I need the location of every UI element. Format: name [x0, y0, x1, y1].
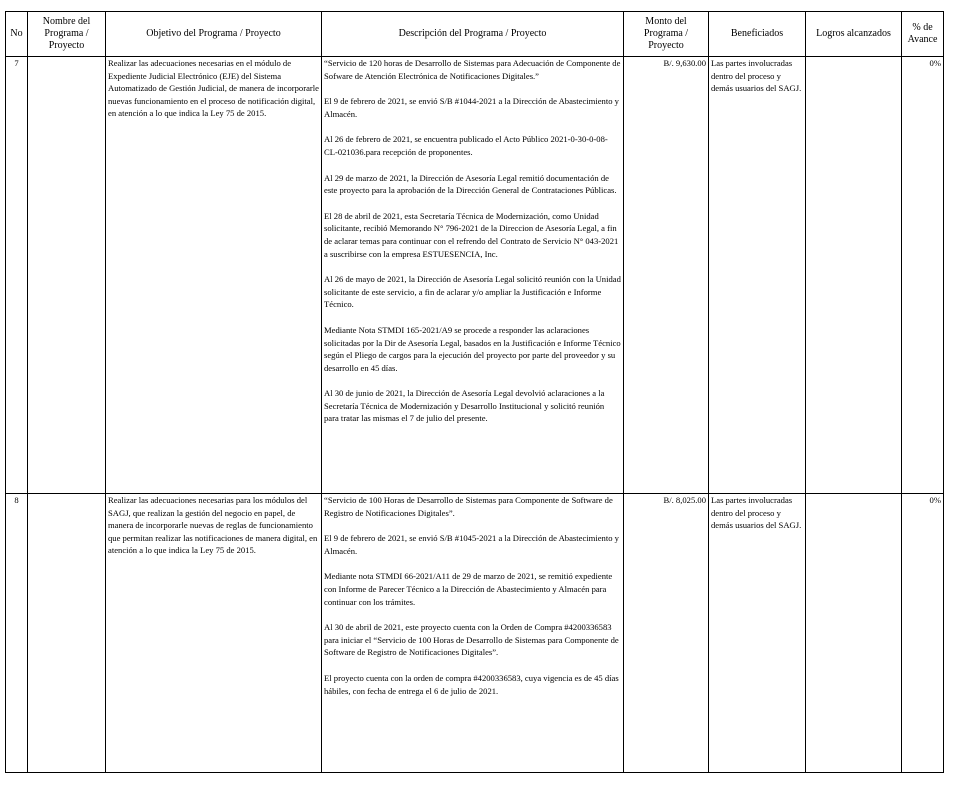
header-nombre: Nombre del Programa / Proyecto [28, 12, 106, 57]
description-paragraph: “Servicio de 100 Horas de Desarrollo de Sistemas para Componente de Software de Registro de Notificaciones Digitales”. [324, 495, 613, 518]
description-paragraph: Al 29 de marzo de 2021, la Dirección de Asesoría Legal remitió documentación de este proyecto para la aprobación de la Dirección General de Contrataciones Públicas. [324, 172, 617, 196]
cell-monto: B/. 9,630.00 [624, 57, 709, 494]
header-objetivo: Objetivo del Programa / Proyecto [106, 12, 322, 57]
cell-no: 7 [6, 57, 28, 494]
cell-no: 8 [6, 494, 28, 773]
header-monto: Monto del Programa / Proyecto [624, 12, 709, 57]
cell-descripcion [322, 57, 624, 494]
cell-beneficiados: Las partes involucradas dentro del proceso y demás usuarios del SAGJ. [709, 494, 806, 773]
description-paragraph: El proyecto cuenta con la orden de compra #4200336583, cuya vigencia es de 45 días hábiles, con fecha de entrega el 6 de julio de 2021. [324, 672, 619, 696]
description-paragraph: El 28 de abril de 2021, esta Secretaría Técnica de Modernización, como Unidad solicitante, recibió Memorando N° 796-2021 de la Direccion de Asesoría Legal, a fin de aclarar temas para continuar con el refrendo del Contrato de Servicio N° 043-2021 a suscribirse con la empresa ESTUESENCIA, Inc. [324, 210, 619, 259]
description-paragraph: “Servicio de 120 horas de Desarrollo de Sistemas para Adecuación de Componente de Sofware de Atención Electrónica de Notificaciones Digitales.” [324, 58, 621, 81]
description-paragraph: Al 26 de febrero de 2021, se encuentra publicado el Acto Público 2021-0-30-0-08-CL-021036.para recepción de proponentes. [324, 134, 608, 157]
header-avance: % de Avance [902, 12, 944, 57]
program-table [5, 11, 944, 773]
description-paragraph: El 9 de febrero de 2021, se envió S/B #1044-2021 a la Dirección de Abastecimiento y Almacén. [324, 96, 619, 119]
cell-beneficiados: Las partes involucradas dentro del proceso y demás usuarios del SAGJ. [709, 57, 806, 494]
description-paragraph: Al 30 de abril de 2021, este proyecto cuenta con la Orden de Compra #4200336583 para iniciar el “Servicio de 100 Horas de Desarrollo de Sistemas para Componente de Software de Registro de Notificaciones Digitales”. [324, 622, 619, 658]
table-row [6, 494, 944, 773]
description-paragraph: El 9 de febrero de 2021, se envió S/B #1045-2021 a la Dirección de Abastecimiento y Almacén. [324, 533, 619, 556]
cell-monto: B/. 8,025.00 [624, 494, 709, 773]
description-paragraph: Al 30 de junio de 2021, la Dirección de Asesoría Legal devolvió aclaraciones a la Secretaría Técnica de Modernización y Desarrollo Institucional y solicitó reunión para tratar las mismas el 7 de julio del presente. [324, 388, 605, 424]
header-beneficiados: Beneficiados [709, 12, 806, 57]
table-row [6, 57, 944, 494]
cell-objetivo: Realizar las adecuaciones necesarias en el módulo de Expediente Judicial Electrónico (EJE) del Sistema Automatizado de Gestión Judicial, de manera de incorporarle nuevas funcionamiento en el proceso de notificación digital, en atención a lo que indica la Ley 75 de 2015. [106, 57, 322, 494]
cell-objetivo: Realizar las adecuaciones necesarias para los módulos del SAGJ, que realizan la gestión del negocio en papel, de manera de incorporarle nuevas de reglas de funcionamiento que permitan realizar las notificaciones de manera digital, en atención a lo que indica la Ley 75 de 2015. [106, 494, 322, 773]
header-no: No [6, 12, 28, 57]
description-paragraph: Mediante nota STMDI 66-2021/A11 de 29 de marzo de 2021, se remitió expediente con Informe de Parecer Técnico a la Dirección de Abastecimiento y Almacén para continuar con los trámites. [324, 571, 613, 607]
cell-avance: 0% [902, 494, 944, 773]
cell-nombre [28, 57, 106, 494]
cell-avance: 0% [902, 57, 944, 494]
description-paragraph: Mediante Nota STMDI 165-2021/A9 se procede a responder las aclaraciones solicitadas por la Dir de Asesoría Legal, basados en la Justificación e Informe Técnico según el Pliego de cargos para la ejecución del proyecto por parte del proveedor y su desarrollo en 45 días. [324, 324, 621, 373]
cell-nombre [28, 494, 106, 773]
header-descripcion: Descripción del Programa / Proyecto [322, 12, 624, 57]
cell-descripcion [322, 494, 624, 773]
cell-logros [806, 494, 902, 773]
description-paragraph: Al 26 de mayo de 2021, la Dirección de Asesoría Legal solicitó reunión con la Unidad solicitante de este servicio, a fin de aclarar y/o ampliar la Justificación e Informe Técnico. [324, 274, 621, 310]
cell-logros [806, 57, 902, 494]
header-row [6, 12, 944, 57]
header-logros: Logros alcanzados [806, 12, 902, 57]
